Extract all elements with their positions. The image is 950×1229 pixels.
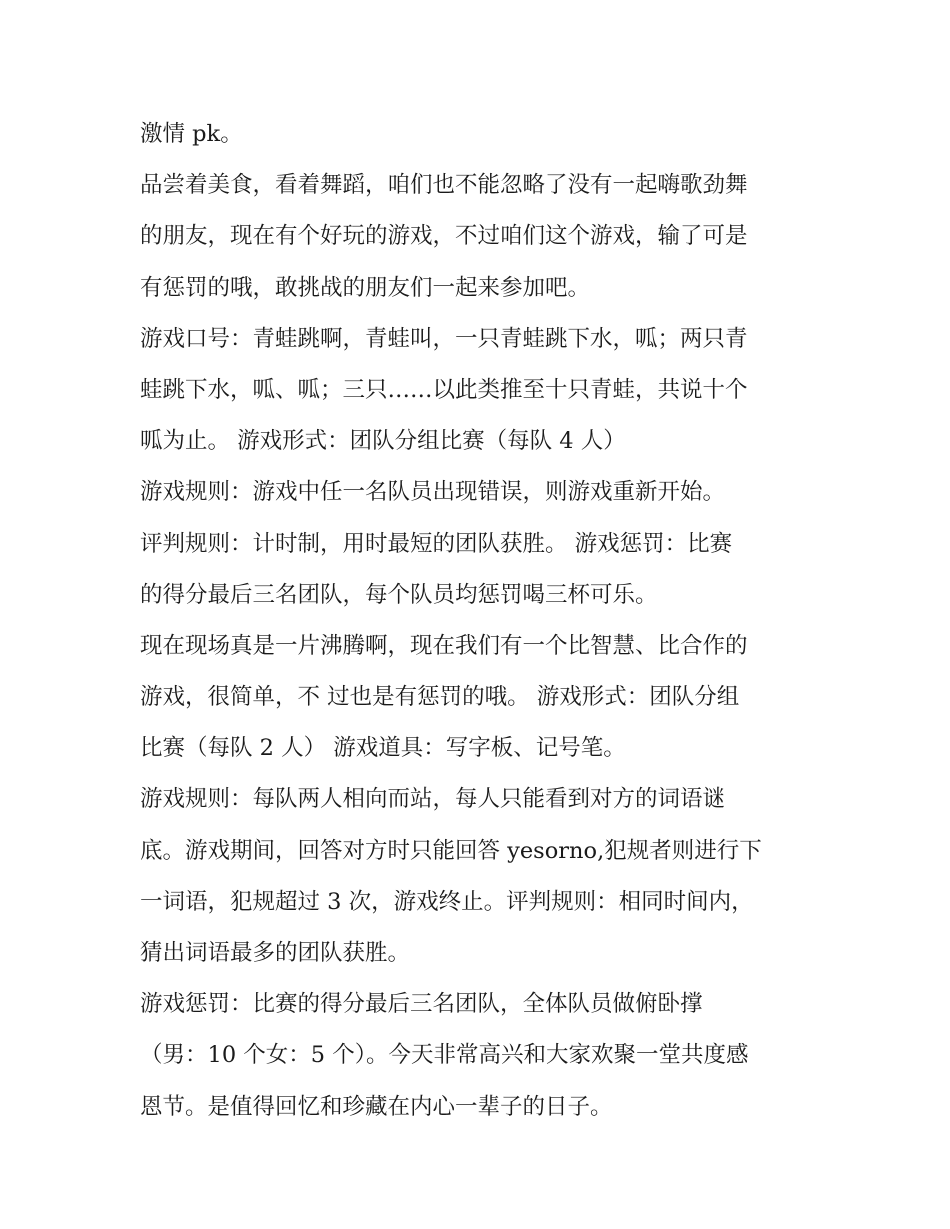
text-line: 游戏口号：青蛙跳啊，青蛙叫，一只青蛙跳下水，呱；两只青 [140, 325, 748, 352]
text-line: 呱为止。 游戏形式：团队分组比赛（每队 4 人） [140, 428, 626, 455]
text-line: 的得分最后三名团队，每个队员均惩罚喝三杯可乐。 [140, 581, 658, 608]
text-line: （男：10 个女：5 个）。今天非常高兴和大家欢聚一堂共度感 [140, 1042, 749, 1069]
text-line: 比赛（每队 2 人） 游戏道具：写字板、记号笔。 [140, 735, 626, 762]
text-line: 猜出词语最多的团队获胜。 [140, 940, 411, 966]
text-line: 评判规则：计时制，用时最短的团队获胜。 游戏惩罚：比赛 [140, 530, 733, 557]
text-line: 底。游戏期间，回答对方时只能回答 yesorno,犯规者则进行下 [140, 837, 762, 864]
text-line: 品尝着美食，看着舞蹈，咱们也不能忽略了没有一起嗨歌劲舞 [140, 172, 748, 199]
text-line: 现在现场真是一片沸腾啊，现在我们有一个比智慧、比合作的 [140, 632, 748, 659]
text-line: 游戏规则：游戏中任一名队员出现错误，则游戏重新开始。 [140, 479, 726, 506]
text-line: 游戏规则：每队两人相向而站，每人只能看到对方的词语谜 [140, 786, 726, 813]
text-line: 的朋友，现在有个好玩的游戏，不过咱们这个游戏，输了可是 [140, 223, 748, 250]
document-body [140, 109, 830, 1133]
text-line: 游戏惩罚：比赛的得分最后三名团队，全体队员做俯卧撑 [140, 991, 703, 1018]
text-line: 恩节。是值得回忆和珍藏在内心一辈子的日子。 [140, 1093, 613, 1120]
text-line: 有惩罚的哦，敢挑战的朋友们一起来参加吧。 [140, 274, 591, 301]
text-line: 一词语，犯规超过 3 次，游戏终止。评判规则：相同时间内， [140, 888, 754, 915]
text-line: 游戏，很简单，不 过也是有惩罚的哦。 游戏形式：团队分组 [140, 684, 740, 711]
text-line: 蛙跳下水，呱、呱；三只……以此类推至十只青蛙，共说十个 [140, 376, 748, 403]
text-line: 激情 pk。 [140, 121, 243, 147]
